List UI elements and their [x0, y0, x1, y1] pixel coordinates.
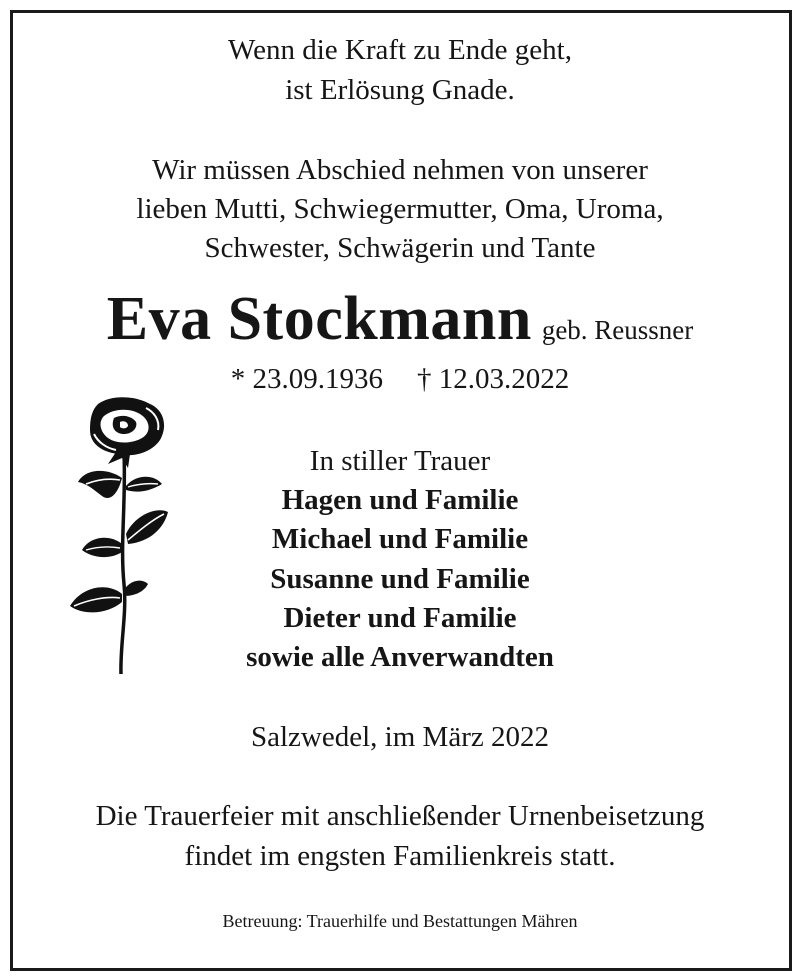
- birth-date: * 23.09.1936: [230, 363, 383, 395]
- birth-name: geb. Reussner: [541, 315, 694, 345]
- intro-line-2: lieben Mutti, Schwiegermutter, Oma, Uroma,: [136, 193, 664, 225]
- mourner-name: Michael und Familie: [271, 523, 529, 555]
- deceased-name: Eva Stockmann: [106, 285, 532, 353]
- mourner-name: sowie alle Anverwandten: [246, 641, 554, 673]
- intro-line-1: Wir müssen Abschied nehmen von unserer: [152, 154, 648, 186]
- mourner-name: Susanne und Familie: [270, 563, 530, 595]
- motto-line-2: ist Erlösung Gnade.: [285, 74, 515, 106]
- funeral-notice-line-2: findet im engsten Familienkreis statt.: [184, 840, 616, 872]
- motto-line-1: Wenn die Kraft zu Ende geht,: [228, 34, 572, 66]
- deceased-name-row: [0, 284, 800, 355]
- place-date: Salzwedel, im März 2022: [251, 721, 549, 753]
- mourner-name: Hagen und Familie: [281, 484, 519, 516]
- funeral-notice-line-1: Die Trauerfeier mit anschließender Urnenbeisetzung: [95, 800, 705, 832]
- mourner-name: Dieter und Familie: [283, 602, 517, 634]
- intro-line-3: Schwester, Schwägerin und Tante: [204, 232, 596, 264]
- life-dates: [0, 363, 800, 396]
- mourning-heading: In stiller Trauer: [309, 445, 491, 477]
- undertaker-credit: Betreuung: Trauerhilfe und Bestattungen Mähren: [222, 911, 578, 931]
- death-date: † 12.03.2022: [417, 363, 570, 395]
